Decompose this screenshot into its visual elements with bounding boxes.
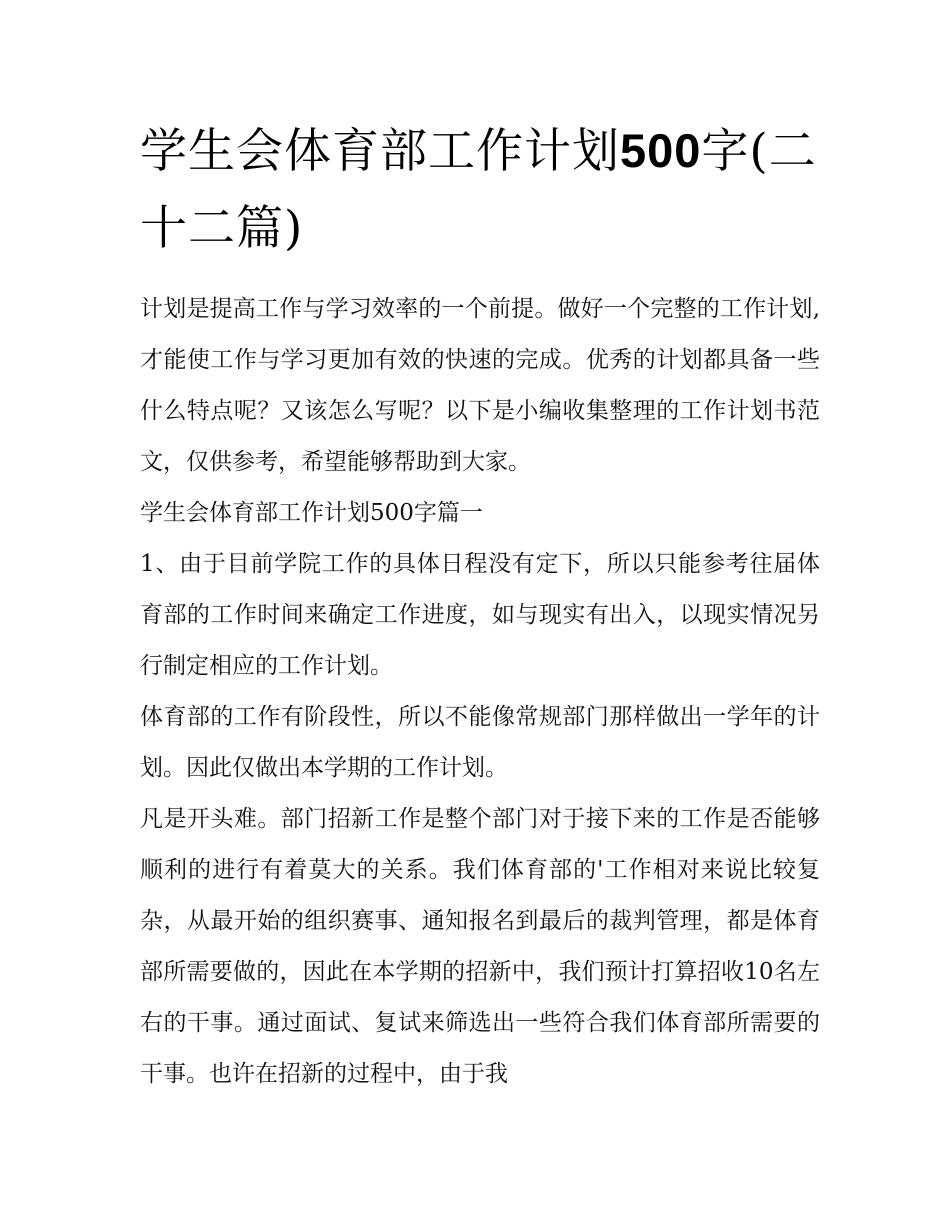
title-text-part1: 学生会体育部工作计划: [140, 124, 620, 179]
document-title: [140, 112, 820, 267]
document-body: [140, 284, 820, 1100]
document-content: [140, 112, 820, 1100]
body-paragraph: 1、由于目前学院工作的具体日程没有定下，所以只能参考往届体育部的工作时间来确定工作进度，如与现实有出入，以现实情况另行制定相应的工作计划。: [140, 551, 820, 679]
title-number: 500: [620, 124, 702, 177]
body-paragraph: 凡是开头难。部门招新工作是整个部门对于接下来的工作是否能够顺利的进行有着莫大的关系。我们体育部的'工作相对来说比较复杂，从最开始的组织赛事、通知报名到最后的裁判管理，都是体育部所需要做的，因此在本学期的招新中，我们预计打算招收10名左右的干事。通过面试、复试来筛选出一些符合我们体育部所需要的干事。也许在招新的过程中，由于我: [140, 806, 820, 1087]
section-heading: 学生会体育部工作计划500字篇一: [140, 500, 483, 526]
body-paragraph: 体育部的工作有阶段性，所以不能像常规部门那样做出一学年的计划。因此仅做出本学期的工作计划。: [140, 704, 820, 781]
title-text-part2: 字(二十二篇): [140, 124, 817, 256]
intro-paragraph: 计划是提高工作与学习效率的一个前提。做好一个完整的工作计划,才能使工作与学习更加有效的快速的完成。优秀的计划都具备一些什么特点呢？又该怎么写呢？以下是小编收集整理的工作计划书范文，仅供参考，希望能够帮助到大家。: [140, 296, 820, 475]
